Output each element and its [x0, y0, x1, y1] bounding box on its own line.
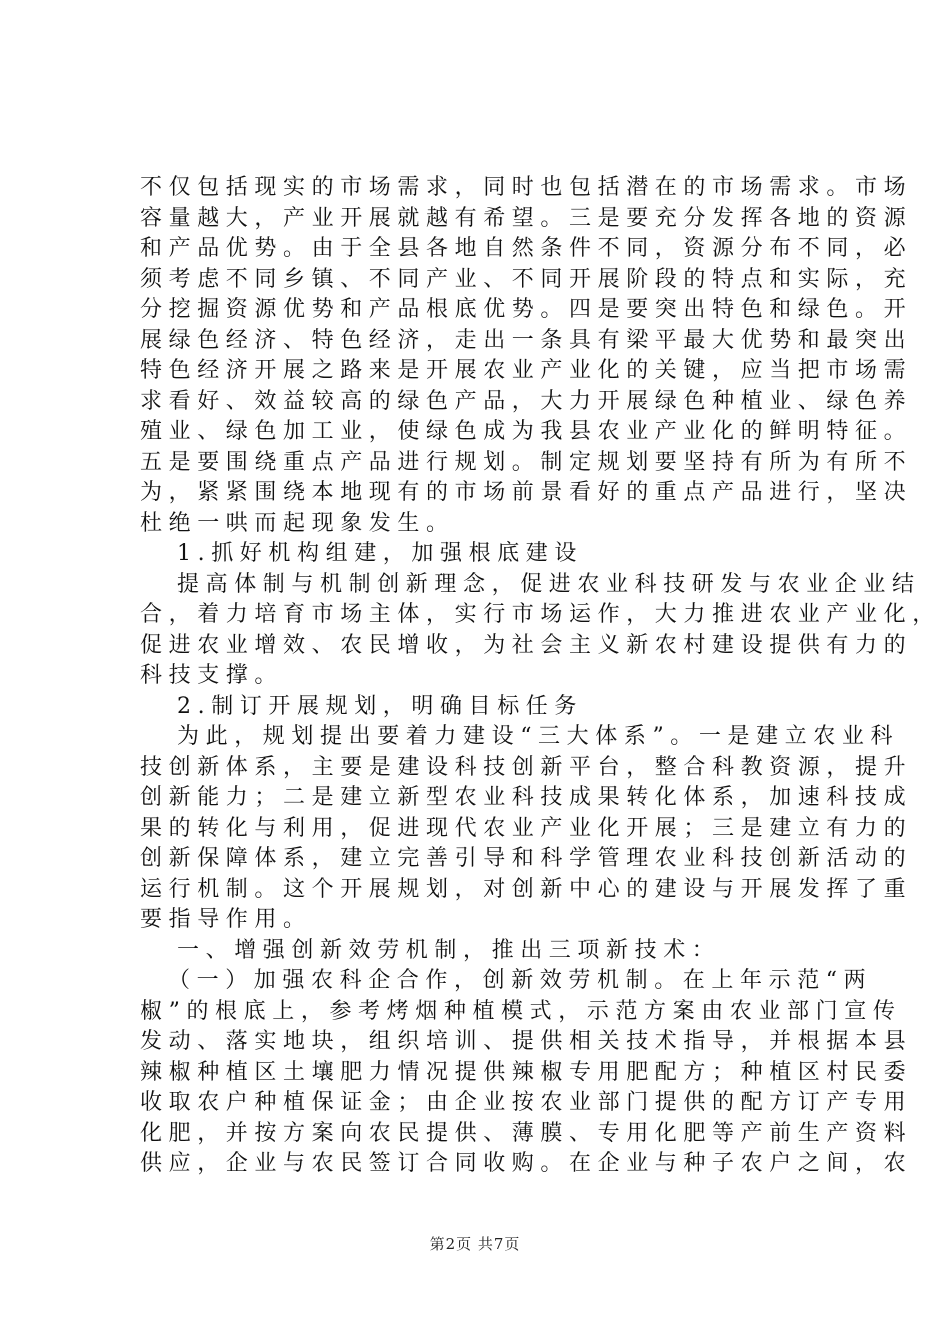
text-line: （一）加强农科企合作，创新效劳机制。在上年示范“两: [168, 968, 873, 993]
text-line: 发动、落实地块，组织培训、提供相关技术指导，并根据本县: [140, 1029, 913, 1054]
text-line: 容量越大，产业开展就越有希望。三是要充分发挥各地的资源: [140, 205, 913, 231]
text-line: 创新能力；二是建立新型农业科技成果转化体系，加速科技成: [140, 785, 913, 810]
text-line: 1.抓好机构组建，加强根底建设: [177, 541, 583, 566]
page-footer: [0, 1233, 950, 1254]
text-line: 为此，规划提出要着力建设“三大体系”。一是建立农业科: [177, 724, 900, 749]
text-line: 特色经济开展之路来是开展农业产业化的关键，应当把市场需: [140, 358, 913, 383]
text-line: 和产品优势。由于全县各地自然条件不同，资源分布不同，必: [140, 236, 913, 261]
text-line: 殖业、绿色加工业，使绿色成为我县农业产业化的鲜明特征。: [140, 419, 913, 444]
text-line: 果的转化与利用，促进现代农业产业化开展；三是建立有力的: [140, 815, 913, 841]
text-line: 合，着力培育市场主体，实行市场运作，大力推进农业产业化，: [140, 602, 941, 627]
document-body: [140, 173, 941, 1180]
text-line: 分挖掘资源优势和产品根底优势。四是要突出特色和绿色。开: [140, 297, 913, 322]
text-line: 一、增强创新效劳机制，推出三项新技术：: [177, 937, 721, 963]
text-line: 须考虑不同乡镇、不同产业、不同开展阶段的特点和实际，充: [140, 266, 913, 292]
text-line: 提高体制与机制创新理念，促进农业科技研发与农业企业结: [177, 571, 921, 597]
text-line: 促进农业增效、农民增收，为社会主义新农村建设提供有力的: [140, 632, 913, 658]
text-line: 化肥，并按方案向农民提供、薄膜、专用化肥等产前生产资料: [140, 1120, 913, 1146]
text-line: 收取农户种植保证金；由企业按农业部门提供的配方订产专用: [140, 1090, 913, 1115]
page-number-label: 第2页 共7页: [429, 1235, 521, 1253]
text-line: 技创新体系，主要是建设科技创新平台，整合科教资源，提升: [140, 754, 913, 780]
text-line: 展绿色经济、特色经济，走出一条具有梁平最大优势和最突出: [140, 327, 913, 353]
text-line: 不仅包括现实的市场需求，同时也包括潜在的市场需求。市场: [140, 175, 913, 200]
text-line: 椒”的根底上，参考烤烟种植模式，示范方案由农业部门宣传: [140, 998, 902, 1024]
text-line: 杜绝一哄而起现象发生。: [140, 510, 455, 536]
text-line: 创新保障体系，建立完善引导和科学管理农业科技创新活动的: [140, 846, 913, 871]
text-line: 供应，企业与农民签订合同收购。在企业与种子农户之间，农: [140, 1151, 913, 1176]
text-line: 运行机制。这个开展规划，对创新中心的建设与开展发挥了重: [140, 876, 913, 902]
text-line: 要指导作用。: [140, 907, 312, 932]
text-line: 2.制订开展规划，明确目标任务: [177, 693, 583, 719]
text-line: 五是要围绕重点产品进行规划。制定规划要坚持有所为有所不: [140, 449, 913, 475]
text-line: 为，紧紧围绕本地现有的市场前景看好的重点产品进行，坚决: [140, 480, 913, 505]
text-line: 求看好、效益较高的绿色产品，大力开展绿色种植业、绿色养: [140, 388, 913, 414]
text-line: 辣椒种植区土壤肥力情况提供辣椒专用肥配方；种植区村民委: [140, 1059, 913, 1085]
text-line: 科技支撑。: [140, 663, 284, 688]
